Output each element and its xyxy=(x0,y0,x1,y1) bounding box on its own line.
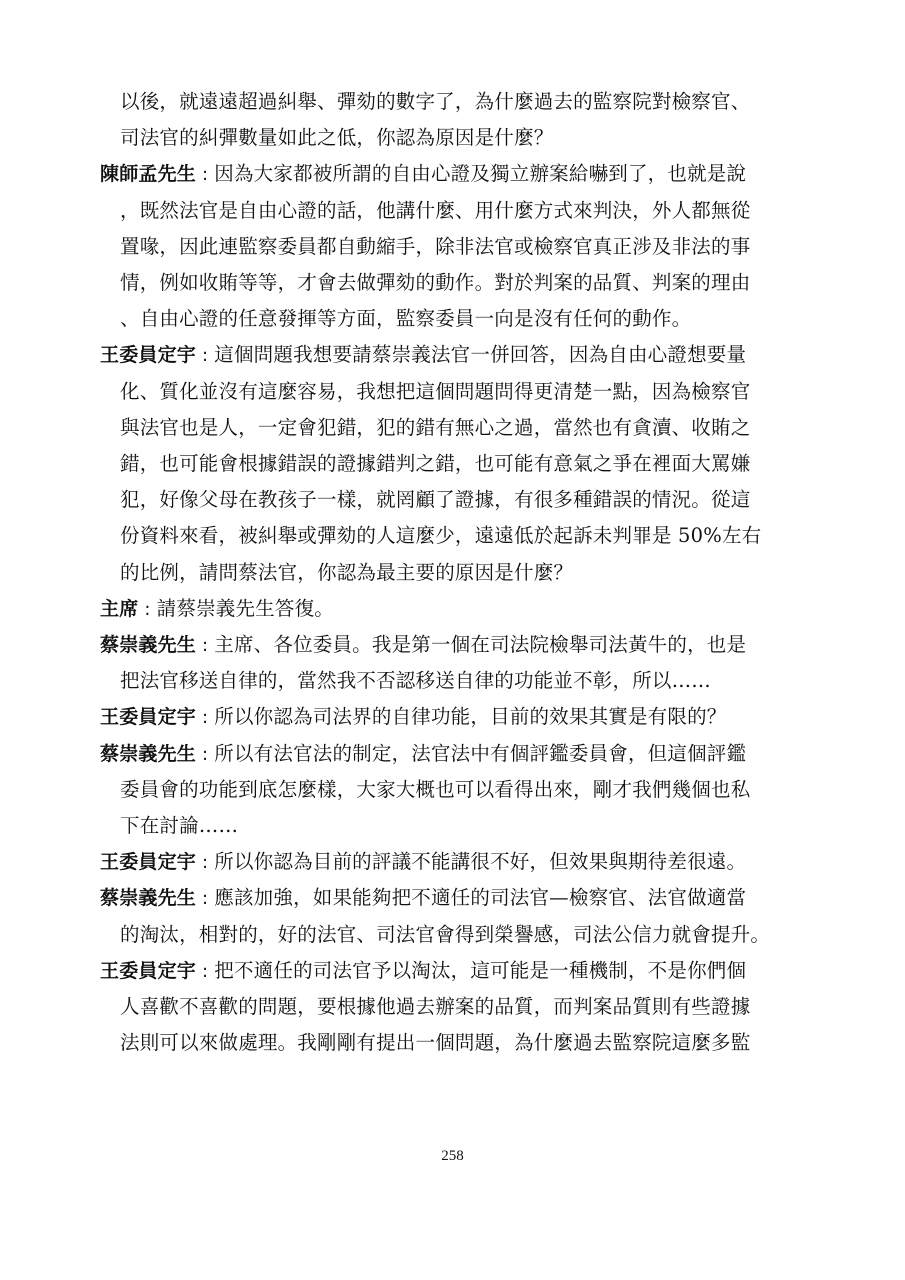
line-text: 法則可以來做處理。我剛剛有提出一個問題，為什麼過去監察院這麼多監 xyxy=(120,1031,751,1055)
speaker-colon: : xyxy=(144,598,151,620)
line-text: 以後，就遠遠超過糾舉、彈劾的數字了，為什麼過去的監察院對檢察官、 xyxy=(120,90,751,113)
transcript-line xyxy=(120,518,761,554)
line-text: 應該加強，如果能夠把不適任的司法官—檢察官、法官做適當 xyxy=(214,886,747,910)
transcript-line xyxy=(120,84,750,120)
transcript-line xyxy=(120,663,711,699)
transcript-line xyxy=(100,591,334,627)
line-text: 犯，好像父母在教孩子一樣，就罔顧了證據，有很多種錯誤的情況。從這 xyxy=(120,488,751,512)
transcript-line xyxy=(100,699,726,735)
transcript-line xyxy=(100,736,746,772)
line-text: 的比例，請問蔡法官，你認為最主要的原因是什麼？ xyxy=(120,560,574,584)
line-text: 情，例如收賄等等，才會去做彈劾的動作。對於判案的品質、判案的理由 xyxy=(120,271,751,294)
line-text: 把法官移送自律的，當然我不否認移送自律的功能並不彰，所以…… xyxy=(120,669,712,693)
transcript-line xyxy=(120,229,750,265)
transcript-line xyxy=(120,446,750,482)
transcript-line xyxy=(120,989,750,1025)
transcript-line xyxy=(120,120,553,156)
page-number: 258 xyxy=(441,1148,464,1164)
speaker-name: 蔡崇義先生 xyxy=(100,742,197,765)
speaker-name: 蔡崇義先生 xyxy=(100,634,197,656)
transcript-line xyxy=(120,555,573,591)
line-text: 主席、各位委員。我是第一個在司法院檢舉司法黃牛的，也是 xyxy=(214,633,747,656)
line-text: 下在討論…… xyxy=(120,814,239,837)
line-text: 司法官的糾彈數量如此之低，你認為原因是什麼？ xyxy=(120,126,554,150)
line-text: 的淘汰，相對的，好的法官、司法官會得到榮譽感，司法公信力就會提升。 xyxy=(120,922,771,946)
speaker-colon: : xyxy=(202,635,209,656)
line-text: 置喙，因此連監察委員都自動縮手，除非法官或檢察官真正涉及非法的事 xyxy=(120,234,751,258)
speaker-name: 陳師孟先生 xyxy=(100,163,197,186)
speaker-name: 蔡崇義先生 xyxy=(100,887,197,910)
line-text: 所以你認為司法界的自律功能，目前的效果其實是有限的？ xyxy=(214,705,727,729)
speaker-colon: : xyxy=(202,888,209,910)
line-text: 所以有法官法的制定，法官法中有個評鑑委員會，但這個評鑑 xyxy=(214,741,747,765)
transcript-line xyxy=(100,844,746,880)
line-text: 、自由心證的任意發揮等方面，監察委員一向是沒有任何的動作。 xyxy=(120,307,692,331)
speaker-colon: : xyxy=(202,960,209,982)
line-text: 請蔡崇義先生答復。 xyxy=(156,596,334,620)
speaker-name: 主席 xyxy=(100,597,139,620)
transcript-line xyxy=(100,337,746,373)
transcript-line xyxy=(120,265,750,301)
transcript-line xyxy=(120,917,770,953)
line-text: 與法官也是人，一定會犯錯，犯的錯有無心之過，當然也有貪瀆、收賄之 xyxy=(120,415,751,439)
transcript-line xyxy=(100,953,746,989)
transcript-line xyxy=(120,1025,750,1061)
speaker-name: 王委員定宇 xyxy=(100,706,197,729)
transcript-line xyxy=(120,808,238,844)
speaker-name: 王委員定宇 xyxy=(100,344,197,367)
speaker-colon: : xyxy=(202,852,209,874)
speaker-name: 王委員定宇 xyxy=(100,851,197,874)
line-text: ，既然法官是自由心證的話，他講什麼、用什麼方式來判決，外人都無從 xyxy=(120,198,751,222)
transcript-line xyxy=(120,410,750,446)
speaker-colon: : xyxy=(202,345,209,367)
transcript-line xyxy=(100,627,746,663)
transcript-line xyxy=(120,772,750,808)
transcript-line xyxy=(120,193,750,229)
speaker-colon: : xyxy=(202,164,209,186)
line-text: 把不適任的司法官予以淘汰，這可能是一種機制，不是你們個 xyxy=(214,958,747,982)
line-text: 所以你認為目前的評議不能講很不好，但效果與期待差很遠。 xyxy=(214,850,747,874)
speaker-colon: : xyxy=(202,743,209,765)
line-text: 人喜歡不喜歡的問題，要根據他過去辦案的品質，而判案品質則有些證據 xyxy=(120,995,751,1018)
line-text: 錯，也可能會根據錯誤的證據錯判之錯，也可能有意氣之爭在裡面大罵嫌 xyxy=(120,452,751,475)
speaker-name: 王委員定宇 xyxy=(100,959,197,982)
line-text: 委員會的功能到底怎麼樣，大家大概也可以看得出來，剛才我們幾個也私 xyxy=(120,777,751,801)
line-text: 這個問題我想要請蔡崇義法官一併回答，因為自由心證想要量 xyxy=(214,343,747,367)
transcript-line xyxy=(120,374,750,410)
transcript-line xyxy=(100,156,746,192)
line-text: 化、質化並沒有這麼容易，我想把這個問題問得更清楚一點，因為檢察官 xyxy=(120,379,751,403)
line-text: 因為大家都被所謂的自由心證及獨立辦案給嚇到了，也就是說 xyxy=(214,162,747,186)
transcript-line xyxy=(120,482,750,518)
speaker-colon: : xyxy=(202,707,209,729)
transcript-line xyxy=(120,301,691,337)
transcript-line xyxy=(100,880,746,916)
line-text: 份資料來看，被糾舉或彈劾的人這麼少，遠遠低於起訴未判罪是 50%左右 xyxy=(120,524,762,548)
